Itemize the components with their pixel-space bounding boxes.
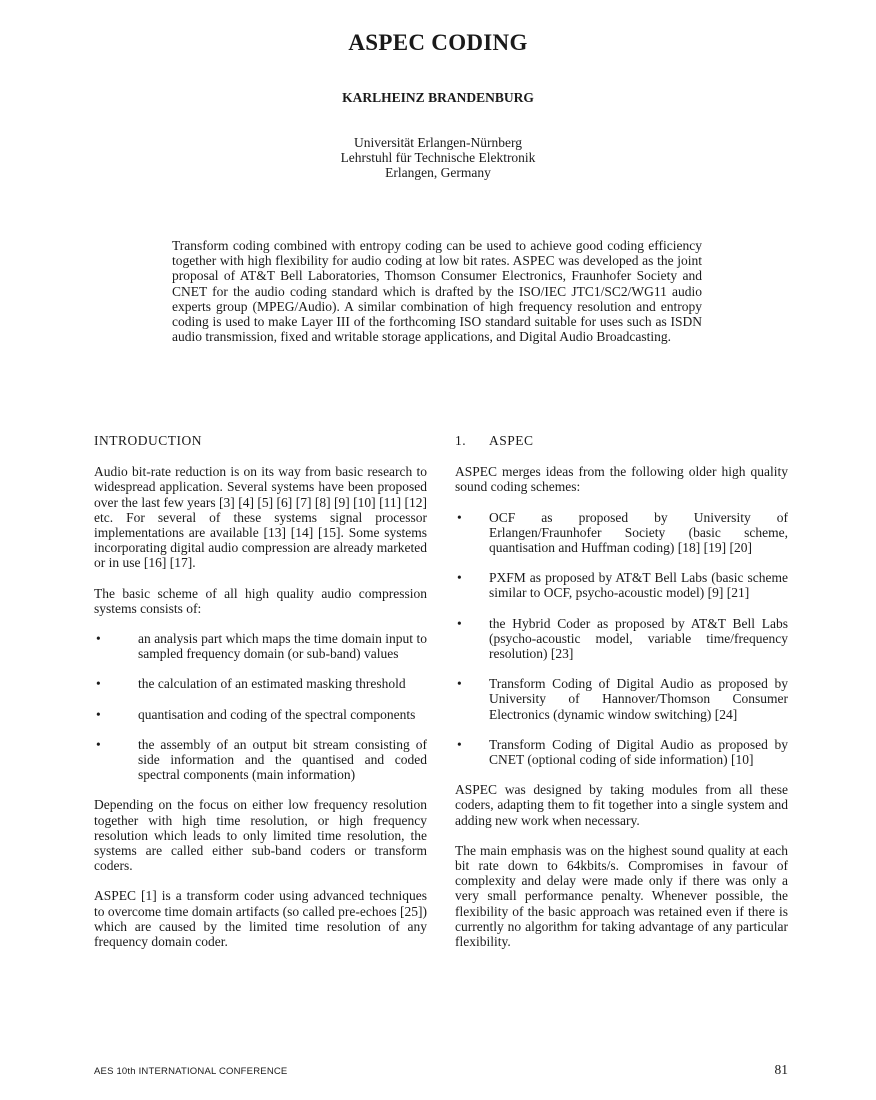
affiliation-line: Lehrstuhl für Technische Elektronik [340,150,536,165]
list-item: • Transform Coding of Digital Audio as proposed by CNET (optional coding of side information) [10] [457,736,788,768]
bullet-icon: • [457,509,462,525]
paragraph: The basic scheme of all high quality audio compression systems consists of: [94,585,427,616]
list-item: • PXFM as proposed by AT&T Bell Labs (basic scheme similar to OCF, psycho-acoustic model) [9] [21] [457,570,788,601]
page-number: 81 [774,1062,788,1077]
bullet-icon: • [96,676,101,692]
list-item: • OCF as proposed by University of Erlangen/Fraunhofer Society (basic scheme, quantisation and Huffman coding) [18] [19] [20] [457,509,788,556]
paragraph: The main emphasis was on the highest sound quality at each bit rate down to 64kbits/s. Compromises in favour of complexity and delay were made only if there was only a very small performance penalty. Whenever possible, the flexibility of the basic approach was retained even if there is currently no algorithm for taking advantage of any particular flexibility. [455,842,788,950]
paragraph: Audio bit-rate reduction is on its way from basic research to widespread application. Several systems have been proposed over the last few years [3] [4] [5] [6] [7] [8] [9] [10] [11] [12] etc. For several of these systems signal processor implementations are available [13] [14] [15]. Some systems incorporating digital audio compression are already marketed or in use [16] [17]. [94,464,427,571]
paragraph: ASPEC merges ideas from the following older high quality sound coding schemes: [455,464,788,495]
paragraph: ASPEC [1] is a transform coder using advanced techniques to overcome time domain artifacts (so called pre-echoes [25]) which are caused by the limited time resolution of any frequency domain coder. [94,888,427,950]
list-item: • the Hybrid Coder as proposed by AT&T Bell Labs (psycho-acoustic model, variable time/frequency resolution) [23] [457,615,788,662]
list-item: • an analysis part which maps the time domain input to sampled frequency domain (or sub-band) values [96,631,427,662]
bullet-icon: • [457,615,462,631]
bullet-icon: • [96,706,101,722]
bullet-icon: • [457,676,462,692]
list-item: • quantisation and coding of the spectral components [96,706,416,722]
paragraph: ASPEC was designed by taking modules from all these coders, adapting them to fit together into a single system and adding new work when necessary. [455,782,788,828]
section-number: 1. [455,433,467,448]
section-heading-introduction: INTRODUCTION [94,433,202,448]
section-heading-aspec [455,433,788,448]
left-column [94,433,427,964]
list-item: • the assembly of an output bit stream consisting of side information and the quantised and coded spectral components (main information) [96,736,427,783]
affiliation-line: Universität Erlangen-Nürnberg [353,135,523,150]
author-name: KARLHEINZ BRANDENBURG [342,90,534,105]
paper-title: ASPEC CODING [348,30,528,55]
bullet-list [94,631,427,782]
bullet-list [455,510,788,768]
section-title: ASPEC [489,433,534,448]
list-item: • the calculation of an estimated masking threshold [96,676,406,692]
affiliation-line: Erlangen, Germany [385,165,491,180]
bullet-icon: • [96,736,101,752]
conference-footer: AES 10th INTERNATIONAL CONFERENCE [94,1066,288,1077]
list-item: • Transform Coding of Digital Audio as proposed by University of Hannover/Thomson Consumer Electronics (dynamic window switching) [24] [457,676,788,722]
bullet-icon: • [96,631,101,647]
bullet-icon: • [457,570,462,586]
right-column [455,433,788,964]
bullet-icon: • [457,736,462,752]
paragraph: Depending on the focus on either low frequency resolution together with high time resolution, or high frequency resolution which leads to only limited time resolution, the systems are called either sub-band coders or transform coders. [94,797,427,874]
affiliation [0,135,876,180]
abstract: Transform coding combined with entropy coding can be used to achieve good coding efficiency together with high flexibility for audio coding at low bit rates. ASPEC was developed as the joint proposal of AT&T Bell Laboratories, Thomson Consumer Electronics, Fraunhofer Society and CNET for the audio coding standard which is drafted by the ISO/IEC JTC1/SC2/WG11 audio experts group (MPEG/Audio). A similar combination of high frequency resolution and entropy coding is used to make Layer III of the forthcoming ISO standard suitable for uses such as ISDN audio transmission, fixed and writable storage applications, and Digital Audio Broadcasting. [172,238,702,345]
